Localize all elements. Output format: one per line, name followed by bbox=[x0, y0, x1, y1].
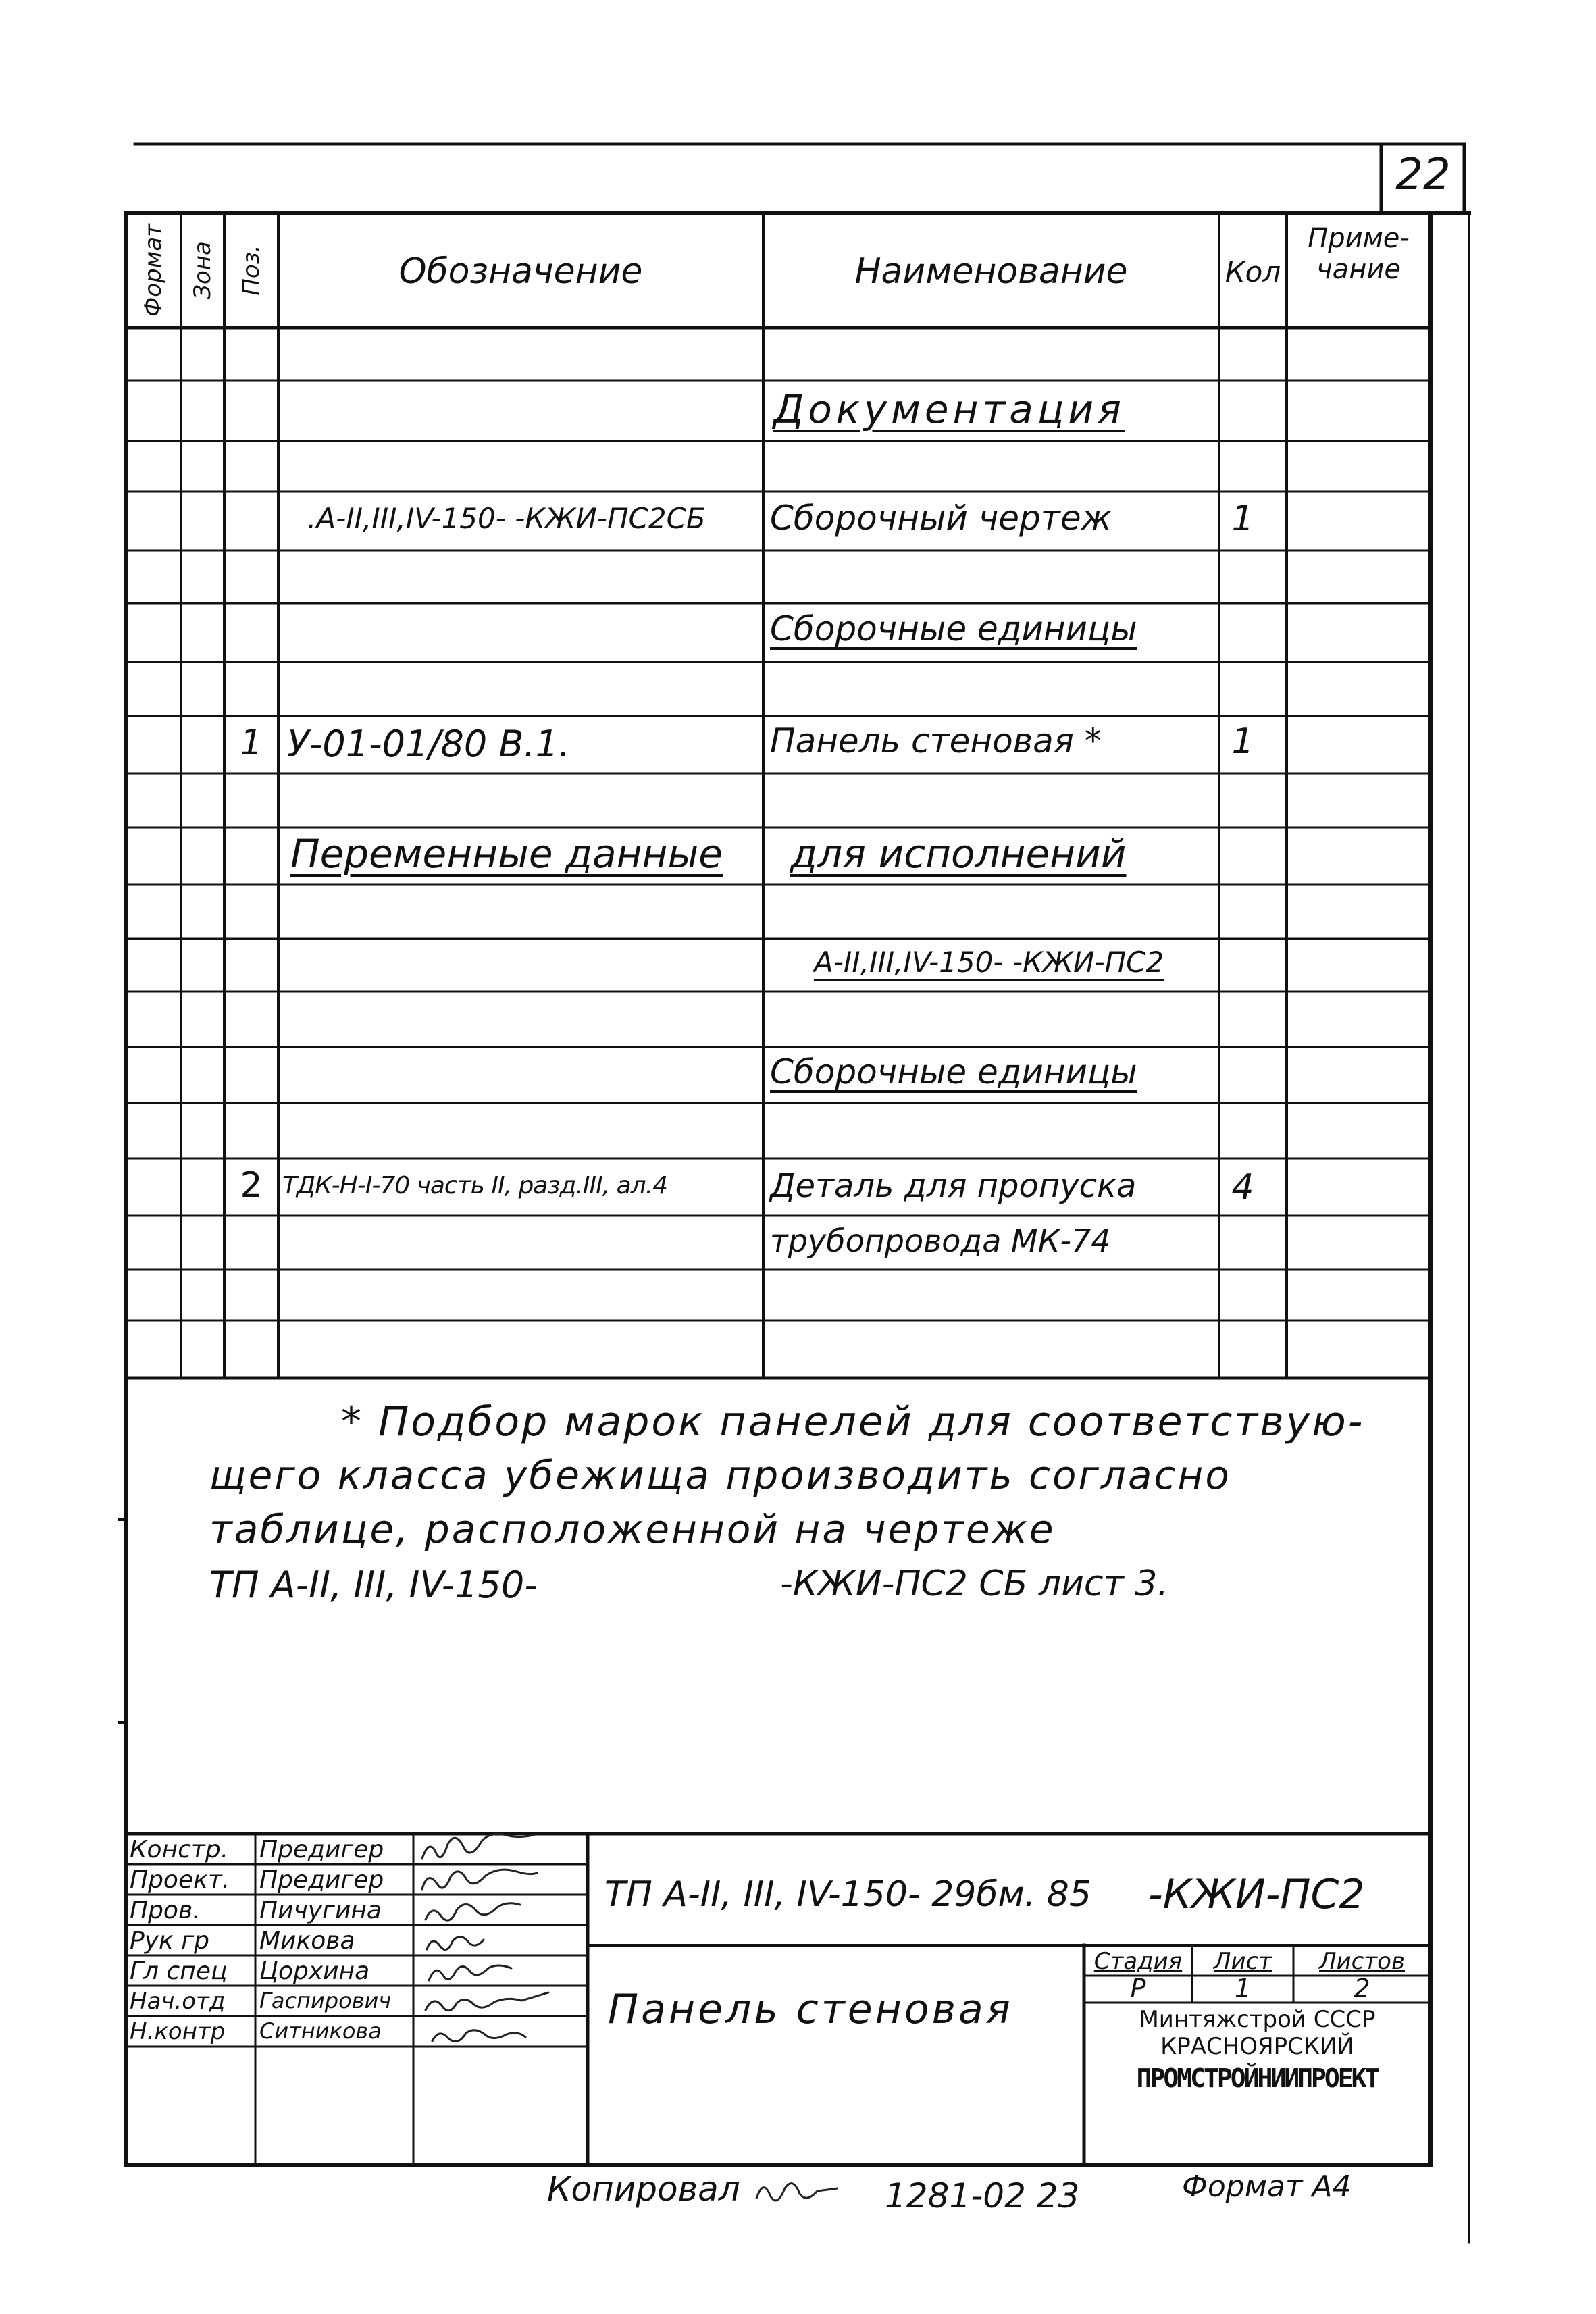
role-label: Н.контр bbox=[130, 2018, 226, 2045]
header-name: Наименование bbox=[854, 251, 1128, 292]
role-name: Ситникова bbox=[259, 2018, 382, 2044]
section-documentation: Документация bbox=[773, 386, 1125, 432]
role-label: Проект. bbox=[130, 1866, 230, 1894]
assembly-drawing-designation: .А-II,III,IV-150- -КЖИ-ПС2СБ bbox=[307, 502, 706, 535]
role-label: Гл спец bbox=[130, 1957, 228, 1985]
stage-label: Стадия bbox=[1093, 1948, 1183, 1975]
footnote-line3: таблице, расположенной на чертеже bbox=[209, 1506, 1056, 1552]
role-name: Предигер bbox=[259, 1866, 384, 1894]
header-pos: Поз. bbox=[238, 245, 265, 296]
role-name: Пичугина bbox=[259, 1897, 382, 1924]
role-name: Гаспирович bbox=[259, 1988, 392, 2013]
item2-name-line1: Деталь для пропуска bbox=[770, 1167, 1137, 1205]
copier-signature bbox=[753, 2171, 848, 2212]
section-assembly-units-2: Сборочные единицы bbox=[770, 1052, 1137, 1091]
copied-code: 1281-02 23 bbox=[885, 2176, 1080, 2215]
sheets-value: 2 bbox=[1354, 1974, 1370, 2003]
org-line3: ПРОМСТРОЙНИИПРОЕКТ bbox=[1136, 2063, 1379, 2093]
stage-value: Р bbox=[1130, 1974, 1146, 2003]
assembly-drawing-name: Сборочный чертеж bbox=[770, 498, 1112, 538]
document-code: ТП А-II, III, IV-150- 29бм. 85 bbox=[604, 1874, 1091, 1915]
role-label: Рук гр bbox=[130, 1927, 209, 1955]
role-label: Нач.отд bbox=[130, 1988, 226, 2015]
org-line2: КРАСНОЯРСКИЙ bbox=[1160, 2033, 1354, 2060]
footnote-line4-right: -КЖИ-ПС2 СБ лист 3. bbox=[780, 1564, 1168, 1604]
role-name: Микова bbox=[259, 1927, 355, 1955]
item1-name: Панель стеновая * bbox=[770, 721, 1102, 761]
document-title: Панель стеновая bbox=[608, 1986, 1013, 2033]
header-note: Приме- чание bbox=[1308, 223, 1410, 285]
item1-qty: 1 bbox=[1231, 721, 1254, 762]
item1-pos: 1 bbox=[240, 723, 263, 763]
footnote-line4-left: ТП А-II, III, IV-150- bbox=[209, 1564, 538, 1606]
variable-data-left: Переменные данные bbox=[290, 831, 723, 877]
footnote-line2: щего класса убежища производить согласно bbox=[209, 1452, 1231, 1498]
role-name: Предигер bbox=[259, 1836, 384, 1863]
item2-designation: ТДК-Н-I-70 часть II, разд.III, ал.4 bbox=[282, 1172, 668, 1200]
item1-designation: У-01-01/80 В.1. bbox=[287, 723, 571, 765]
sheet-value: 1 bbox=[1234, 1974, 1252, 2003]
copied-label: Копировал bbox=[547, 2169, 740, 2209]
role-label: Констр. bbox=[130, 1836, 229, 1863]
header-qty: Кол bbox=[1225, 255, 1281, 288]
document-suffix: -КЖИ-ПС2 bbox=[1148, 1871, 1365, 1918]
variant-designation: А-II,III,IV-150- -КЖИ-ПС2 bbox=[814, 946, 1164, 979]
item2-qty: 4 bbox=[1231, 1167, 1254, 1208]
item2-pos: 2 bbox=[240, 1165, 263, 1206]
sheet-number: 22 bbox=[1395, 150, 1451, 200]
assembly-drawing-qty: 1 bbox=[1231, 498, 1254, 539]
footnote-line1: * Подбор марок панелей для соответствую- bbox=[341, 1398, 1365, 1445]
org-line1: Минтяжстрой СССР bbox=[1139, 2006, 1376, 2033]
variable-data-right: для исполнений bbox=[790, 831, 1127, 877]
item2-name-line2: трубопровода МК-74 bbox=[770, 1223, 1111, 1259]
sheets-label: Листов bbox=[1318, 1948, 1405, 1975]
header-zone: Зона bbox=[189, 241, 216, 299]
section-assembly-units: Сборочные единицы bbox=[770, 609, 1137, 648]
format-label: Формат А4 bbox=[1182, 2169, 1352, 2204]
header-format: Формат bbox=[140, 224, 167, 317]
header-designation: Обозначение bbox=[398, 251, 643, 292]
role-name: Цорхина bbox=[259, 1957, 370, 1985]
sheet-label: Лист bbox=[1213, 1948, 1272, 1975]
role-label: Пров. bbox=[130, 1897, 201, 1924]
